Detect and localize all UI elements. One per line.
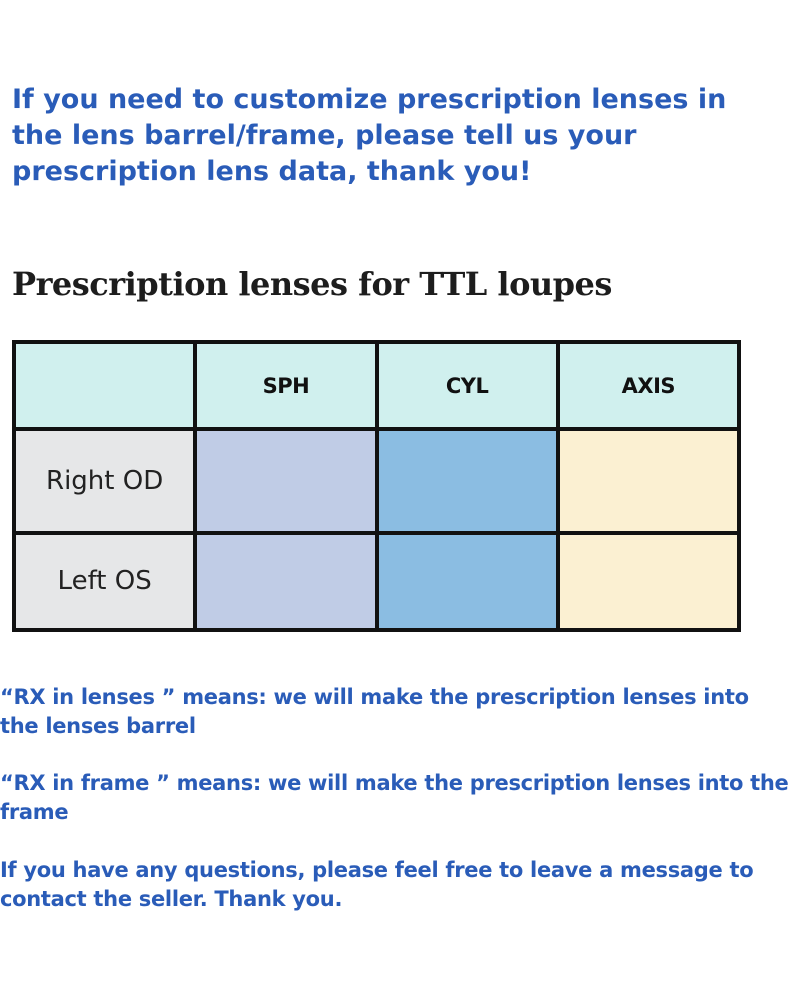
cell-left-sph [195, 533, 376, 630]
header-sph: SPH [195, 342, 376, 429]
table-header-row [14, 342, 739, 429]
intro-message: If you need to customize prescription lenses in the lens barrel/frame, please tell us your prescription lens data, thank you! [12, 84, 727, 187]
table-title: Prescription lenses for TTL loupes [12, 265, 612, 303]
cell-right-cyl [377, 429, 558, 532]
table-row-right-od [14, 429, 739, 532]
note-rx-in-lenses: “RX in lenses ” means: we will make the prescription lenses into the lenses barrel [0, 685, 749, 738]
header-blank-cell [14, 342, 195, 429]
cell-right-axis [558, 429, 739, 532]
row-label-left-os: Left OS [14, 533, 195, 630]
note-rx-in-frame: “RX in frame ” means: we will make the prescription lenses into the frame [0, 771, 789, 824]
table-row-left-os [14, 533, 739, 630]
cell-left-cyl [377, 533, 558, 630]
cell-right-sph [195, 429, 376, 532]
row-label-right-od: Right OD [14, 429, 195, 532]
note-contact-seller: If you have any questions, please feel free to leave a message to contact the seller. Thank you. [0, 858, 754, 911]
prescription-table [12, 340, 741, 632]
header-cyl: CYL [377, 342, 558, 429]
cell-left-axis [558, 533, 739, 630]
header-axis: AXIS [558, 342, 739, 429]
